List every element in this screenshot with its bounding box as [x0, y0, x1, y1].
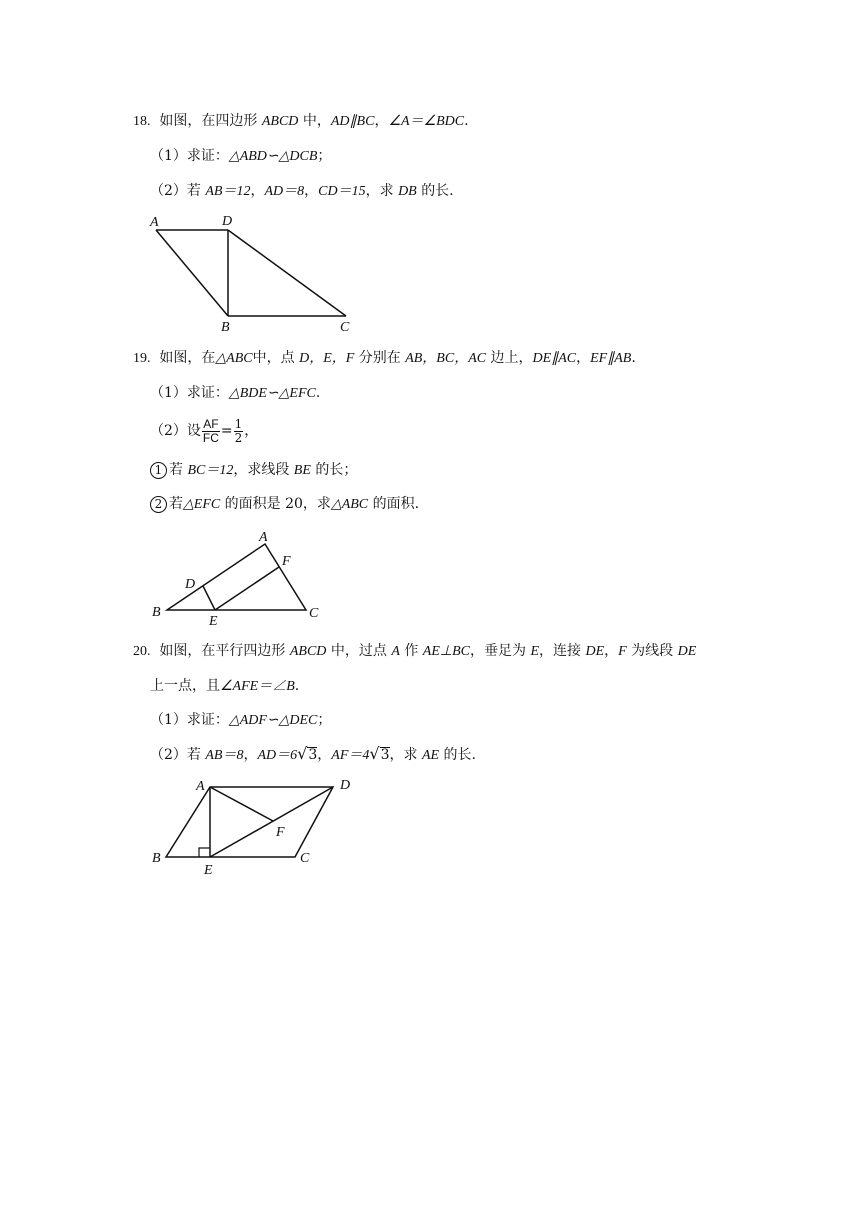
- q19-label-f: F: [282, 554, 291, 569]
- q19-stem: 19. 如图，在△ABC中，点 D，E，F 分别在 AB，BC，AC 边上，DE∥AC，EF∥AB.: [133, 350, 636, 366]
- q19-value-fraction: $\frac{1}{2}$: [234, 416, 243, 445]
- q18-part1: （1）求证：△ABD∽△DCB；: [150, 148, 332, 164]
- q18-stem: 18. 如图，在四边形 ABCD 中，AD∥BC，∠A＝∠BDC.: [133, 113, 469, 129]
- q18-label-c: C: [340, 320, 350, 335]
- q20-label-f: F: [276, 825, 285, 840]
- q19-sub2: 2 若△EFC 的面积是 20，求△ABC 的面积.: [150, 494, 419, 515]
- sqrt-radical-icon: √: [369, 744, 380, 763]
- q20-label-e: E: [204, 863, 213, 878]
- q20-part1: （1）求证：△ADF∽△DEC；: [150, 712, 332, 728]
- q20-stem: 20. 如图，在平行四边形 ABCD 中，过点 A 作 AE⊥BC，垂足为 E，连接 DE，F 为线段 DE: [133, 643, 697, 659]
- q20-label-b: B: [152, 851, 161, 866]
- q18-label-b: B: [221, 320, 230, 335]
- q18-label-a: A: [150, 215, 159, 230]
- q20-parallelogram-abcd: [166, 787, 333, 857]
- sqrt-radical-icon: √: [297, 744, 308, 763]
- q19-label-a: A: [259, 530, 268, 545]
- q19-label-e: E: [209, 614, 218, 629]
- q20-stem-line2: 上一点，且∠AFE＝∠B.: [150, 678, 300, 694]
- q20-label-d: D: [340, 778, 351, 793]
- q20-segment-af: [210, 787, 273, 821]
- q20-label-c: C: [300, 851, 310, 866]
- q19-ratio-fraction: $\frac{AF}{FC}$: [202, 416, 219, 445]
- q19-part1: （1）求证：△BDE∽△EFC.: [150, 385, 321, 401]
- circled-2-marker: 2: [150, 496, 167, 513]
- q18-label-d: D: [222, 214, 233, 229]
- q20-part2: （2）若 AB＝8，AD＝6√3，AF＝4√3，求 AE 的长.: [150, 744, 476, 763]
- q19-sub1: 1 若 BC＝12，求线段 BE 的长；: [150, 460, 357, 481]
- q20-right-angle-mark: [199, 848, 210, 857]
- q19-label-b: B: [152, 605, 161, 620]
- q20-label-a: A: [196, 779, 205, 794]
- q19-label-d: D: [185, 577, 196, 592]
- q19-part2: （2）设 $\frac{AF}{FC}$ = $\frac{1}{2}$ ，: [150, 416, 259, 445]
- circled-1-marker: 1: [150, 462, 167, 479]
- q18-part2: （2）若 AB＝12，AD＝8，CD＝15，求 DB 的长.: [150, 183, 454, 199]
- q19-label-c: C: [309, 606, 319, 621]
